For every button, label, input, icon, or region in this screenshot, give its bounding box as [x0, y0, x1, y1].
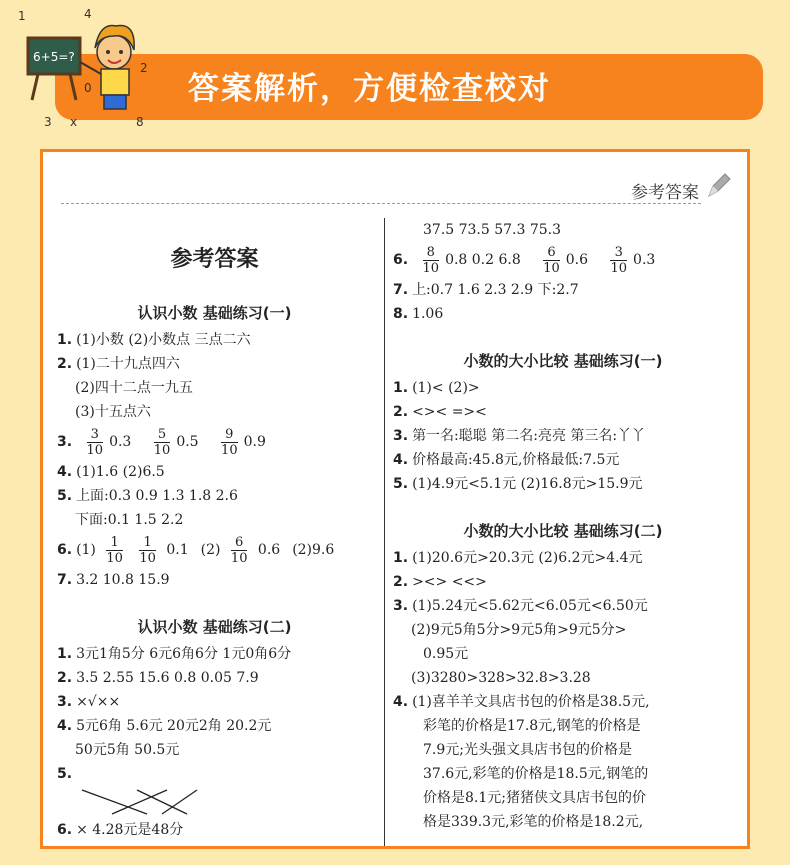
answer-row: 价格是8.1元;猪猪侠文具店书包的价 — [423, 790, 646, 806]
doodle: 0 — [84, 81, 92, 95]
answer-row: (2)四十二点一九五 — [75, 380, 193, 396]
answer-row: (3)十五点六 — [75, 404, 151, 420]
answer-row: 50元5角 50.5元 — [75, 742, 180, 758]
fraction: $\frac{6}{10}$ — [230, 534, 248, 566]
mascot-arm — [80, 62, 101, 74]
answer-row: 7. 3.2 10.8 15.9 — [57, 572, 170, 588]
answer-row: 2. ><> <<> — [393, 574, 487, 590]
header-label: 参考答案 — [631, 183, 699, 203]
doodle: 4 — [84, 7, 92, 21]
answer-row: 格是339.3元,彩笔的价格是18.2元, — [423, 814, 644, 830]
answer-sheet — [40, 149, 750, 849]
answer-row: 1. (1)< (2)> — [393, 380, 480, 396]
answer-row: 2. <>< =>< — [393, 404, 487, 420]
mascot-eye — [119, 50, 123, 54]
mascot-eye — [106, 50, 110, 54]
mascot-pants — [104, 95, 126, 109]
answer-row: 37.6元,彩笔的价格是18.5元,钢笔的 — [423, 766, 649, 782]
answer-row: 5. (1)4.9元<5.1元 (2)16.8元>15.9元 — [393, 476, 643, 492]
fraction: $\frac{3}{10}$ — [610, 244, 628, 276]
answer-row: 7.9元;光头强文具店书包的价格是 — [423, 742, 632, 758]
doodle: 1 — [18, 9, 26, 23]
answer-row: 6. (1) $\frac{1}{10}$ $\frac{1}{10}$ 0.1 (2) $\frac{6}{10}$ 0.6 (2)9.6 — [57, 534, 335, 566]
answer-row: 5. 上面:0.3 0.9 1.3 1.8 2.6 — [57, 488, 238, 504]
answer-row: 4. (1)1.6 (2)6.5 — [57, 464, 165, 480]
doodle: 2 — [140, 61, 148, 75]
answer-row: 5. — [57, 762, 372, 818]
section-title: 认识小数 基础练习(二) — [137, 618, 292, 636]
answer-row: 6. $\frac{8}{10}$ 0.8 0.2 6.8 $\frac{6}{10}$ 0.6 $\frac{3}{10}$ 0.3 — [393, 244, 656, 276]
answer-row: 1. (1)20.6元>20.3元 (2)6.2元>4.4元 — [393, 550, 643, 566]
answer-row: 4. (1)喜羊羊文具店书包的价格是38.5元, — [393, 694, 650, 710]
answer-row: 37.5 73.5 57.3 75.3 — [423, 222, 562, 238]
answer-row: (3)3280>328>32.8>3.28 — [411, 670, 591, 686]
doodle: 8 — [136, 115, 144, 129]
answer-row: 4. 价格最高:45.8元,价格最低:7.5元 — [393, 452, 620, 468]
easel-leg — [32, 74, 38, 100]
answer-row: 彩笔的价格是17.8元,钢笔的价格是 — [423, 718, 641, 734]
answer-row: (2)9元5角5分>9元5角>9元5分> — [411, 622, 627, 638]
chalkboard-text: 6+5=? — [33, 50, 75, 64]
answer-row: 7. 上:0.7 1.6 2.3 2.9 下:2.7 — [393, 282, 579, 298]
header-divider — [61, 203, 701, 204]
section-title: 小数的大小比较 基础练习(一) — [463, 352, 663, 370]
fraction: $\frac{1}{10}$ — [106, 534, 123, 566]
answer-row: 3. (1)5.24元<5.62元<6.05元<6.50元 — [393, 598, 648, 614]
answer-row: 1. 3元1角5分 6元6角6分 1元0角6分 — [57, 646, 292, 662]
answer-row: 6. × 4.28元是48分 — [57, 822, 184, 838]
answer-row: 3. $\frac{3}{10}$ 0.3 $\frac{5}{10}$ 0.5 $\frac{9}{10}$ 0.9 — [57, 426, 266, 458]
fraction: $\frac{5}{10}$ — [153, 426, 171, 458]
answer-row: 下面:0.1 1.5 2.2 — [75, 512, 184, 528]
matching-lines-diagram — [77, 786, 207, 818]
doodle: x — [70, 115, 78, 129]
answer-row: 8. 1.06 — [393, 306, 444, 322]
section-title: 认识小数 基础练习(一) — [137, 304, 292, 322]
easel-leg — [70, 74, 76, 100]
section-title: 小数的大小比较 基础练习(二) — [463, 522, 663, 540]
column-divider — [384, 218, 385, 846]
doodle: 3 — [44, 115, 52, 129]
fraction: $\frac{6}{10}$ — [543, 244, 560, 276]
mascot-illustration — [0, 0, 170, 132]
answer-row: 3. ×√×× — [57, 694, 121, 710]
answer-row: 2. 3.5 2.55 15.6 0.8 0.05 7.9 — [57, 670, 259, 686]
answer-row: 2. (1)二十九点四六 — [57, 356, 180, 372]
answer-row: 3. 第一名:聪聪 第二名:亮亮 第三名:丫丫 — [393, 428, 646, 444]
pencil-icon — [705, 170, 733, 200]
fraction: $\frac{9}{10}$ — [221, 426, 238, 458]
main-title: 参考答案 — [170, 247, 259, 272]
left-column — [57, 240, 372, 842]
fraction: $\frac{1}{10}$ — [139, 534, 156, 566]
banner-title: 答案解析，方便检查校对 — [188, 71, 551, 107]
fraction: $\frac{3}{10}$ — [86, 426, 104, 458]
answer-row: 0.95元 — [423, 646, 469, 662]
right-column — [393, 218, 733, 834]
answer-row: 1. (1)小数 (2)小数点 三点二六 — [57, 332, 251, 348]
mascot-shirt — [101, 69, 129, 95]
answer-row: 4. 5元6角 5.6元 20元2角 20.2元 — [57, 718, 272, 734]
fraction: $\frac{8}{10}$ — [422, 244, 440, 276]
